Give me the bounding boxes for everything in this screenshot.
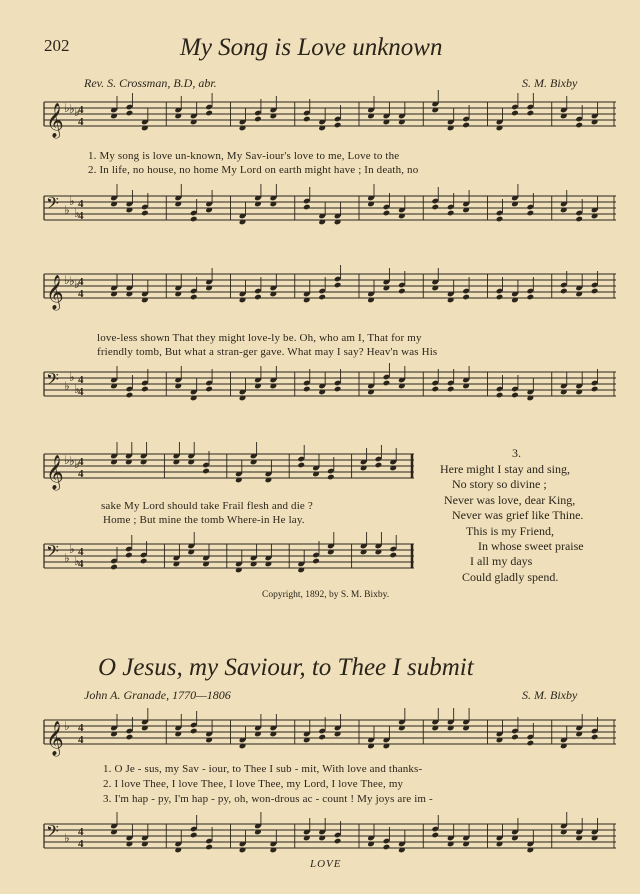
- time-signature-icon: 4: [78, 734, 84, 746]
- verse3-line: I all my days: [470, 554, 533, 569]
- verse3-line: Never was grief like Thine.: [452, 508, 584, 523]
- hymn2-author: John A. Granade, 1770—1806: [84, 688, 231, 702]
- time-signature-icon: 4: [78, 374, 84, 386]
- hymn2-lyric-verse2: 2. I love Thee, I love Thee, I love Thee, my Lord, I love Thee, my: [103, 778, 404, 790]
- flat-sign-icon: ♭: [69, 274, 75, 288]
- note-head: [398, 288, 406, 295]
- hymn1-system2-lyric-verse2: friendly tomb, But what a stran-ger gave. What may I say? Heav'n was His: [97, 346, 438, 358]
- hymn1-title: My Song is Love unknown: [180, 34, 443, 61]
- note-head: [511, 110, 519, 117]
- note-head: [140, 558, 148, 565]
- note-head: [591, 288, 599, 295]
- verse3-line: No story so divine ;: [452, 477, 547, 492]
- flat-sign-icon: ♭: [64, 379, 70, 393]
- note-head: [496, 392, 504, 399]
- hymn1-system2-lyric-verse1: love-less shown That they might love-ly be. Oh, who am I, That for my: [97, 332, 422, 344]
- hymn2-composer: S. M. Bixby: [522, 688, 578, 702]
- hymn1-system1-bass-staff: [42, 190, 616, 234]
- note-head: [254, 294, 262, 301]
- time-signature-icon: 4: [78, 288, 84, 300]
- flat-sign-icon: ♭: [74, 105, 80, 119]
- note-head: [202, 468, 210, 475]
- time-signature-icon: 4: [78, 722, 84, 734]
- flat-sign-icon: ♭: [69, 542, 75, 556]
- note-head: [318, 294, 326, 301]
- note-head: [375, 462, 383, 469]
- note-head: [190, 832, 198, 839]
- hymn1-system3-treble-staff: [42, 448, 414, 492]
- hymn1-composer: S. M. Bixby: [522, 76, 578, 90]
- hymn1-system3-lyric-verse1: sake My Lord should take Frail flesh and die ?: [101, 500, 313, 512]
- time-signature-icon: 4: [78, 558, 84, 570]
- time-signature-icon: 4: [78, 386, 84, 398]
- verse3-number: 3.: [512, 446, 521, 460]
- treble-clef-icon: 𝄞: [46, 456, 64, 489]
- note-head: [389, 552, 397, 559]
- verse3-line: Here might I stay and sing,: [440, 462, 570, 476]
- flat-sign-icon: ♭: [74, 206, 80, 220]
- note-head: [511, 392, 519, 399]
- verse3-text: [430, 462, 584, 585]
- time-signature-icon: 4: [78, 276, 84, 288]
- note-head: [126, 392, 134, 399]
- time-signature-icon: 4: [78, 838, 84, 850]
- note-head: [205, 110, 213, 117]
- hymn2-lyric-verse3: 3. I'm hap - py, I'm hap - py, oh, won-drous ac - count ! My joys are im -: [103, 793, 433, 805]
- flat-sign-icon: ♭: [64, 719, 70, 733]
- note-head: [312, 558, 320, 565]
- flat-sign-icon: ♭: [69, 102, 75, 116]
- note-head: [431, 204, 439, 211]
- hymn2-treble-staff: [42, 714, 616, 758]
- flat-sign-icon: ♭: [74, 277, 80, 291]
- note-head: [431, 832, 439, 839]
- note-head: [527, 740, 535, 747]
- note-head: [383, 380, 391, 387]
- note-head: [126, 734, 134, 741]
- note-head: [431, 386, 439, 393]
- note-head: [297, 462, 305, 469]
- note-head: [334, 386, 342, 393]
- time-signature-icon: 4: [78, 826, 84, 838]
- copyright-notice: Copyright, 1892, by S. M. Bixby.: [262, 590, 390, 600]
- note-head: [496, 216, 504, 223]
- note-head: [575, 122, 583, 129]
- note-head: [591, 386, 599, 393]
- verse3-line: Never was love, dear King,: [444, 492, 576, 507]
- note-head: [575, 216, 583, 223]
- hymn1-system2-bass-staff: [42, 366, 616, 410]
- flat-sign-icon: ♭: [69, 370, 75, 384]
- hymn1-author: Rev. S. Crossman, B.D, abr.: [84, 76, 217, 90]
- note-head: [141, 386, 149, 393]
- page-number: 202: [44, 36, 70, 55]
- note-head: [205, 386, 213, 393]
- flat-sign-icon: ♭: [64, 831, 70, 845]
- flat-sign-icon: ♭: [64, 101, 70, 115]
- note-head: [327, 474, 335, 481]
- treble-clef-icon: 𝄞: [46, 276, 64, 309]
- note-head: [591, 734, 599, 741]
- note-head: [496, 294, 504, 301]
- note-head: [334, 122, 342, 129]
- note-head: [560, 288, 568, 295]
- note-head: [527, 210, 535, 217]
- flat-sign-icon: ♭: [64, 551, 70, 565]
- note-head: [383, 210, 391, 217]
- note-head: [303, 116, 311, 123]
- hymn1-system1-lyric-verse2: 2. In life, no house, no home My Lord on earth might have ; In death, no: [88, 164, 419, 176]
- hymn2-title: O Jesus, my Saviour, to Thee I submit: [98, 654, 474, 681]
- note-head: [110, 564, 118, 571]
- flat-sign-icon: ♭: [64, 273, 70, 287]
- treble-clef-icon: 𝄞: [46, 104, 64, 137]
- bass-clef-icon: 𝄢: [46, 195, 59, 217]
- flat-sign-icon: ♭: [64, 453, 70, 467]
- time-signature-icon: 4: [78, 116, 84, 128]
- bass-clef-icon: 𝄢: [46, 543, 59, 565]
- treble-clef-icon: 𝄞: [46, 722, 64, 755]
- note-head: [462, 294, 470, 301]
- note-head: [462, 122, 470, 129]
- note-head: [190, 728, 198, 735]
- time-signature-icon: 4: [78, 104, 84, 116]
- hymn2-lyric-verse1: 1. O Je - sus, my Sav - iour, to Thee I sub - mit, With love and thanks-: [103, 763, 423, 775]
- note-head: [527, 294, 535, 301]
- time-signature-icon: 4: [78, 546, 84, 558]
- footer-catchword: LOVE: [310, 858, 342, 870]
- flat-sign-icon: ♭: [69, 194, 75, 208]
- note-head: [303, 386, 311, 393]
- note-head: [205, 844, 213, 851]
- time-signature-icon: 4: [78, 198, 84, 210]
- note-head: [334, 838, 342, 845]
- flat-sign-icon: ♭: [74, 382, 80, 396]
- hymn1-system3-lyric-verse2: Home ; But mine the tomb Where-in He lay.: [103, 514, 305, 526]
- note-head: [383, 844, 391, 851]
- flat-sign-icon: ♭: [74, 457, 80, 471]
- note-head: [126, 110, 134, 117]
- note-head: [334, 282, 342, 289]
- flat-sign-icon: ♭: [74, 554, 80, 568]
- hymn2-bass-staff: [42, 818, 616, 862]
- time-signature-icon: 4: [78, 210, 84, 222]
- note-head: [527, 110, 535, 117]
- bass-clef-icon: 𝄢: [46, 823, 59, 845]
- flat-sign-icon: ♭: [64, 203, 70, 217]
- note-head: [447, 210, 455, 217]
- flat-sign-icon: ♭: [69, 454, 75, 468]
- verse3-line: This is my Friend,: [466, 523, 555, 538]
- bass-clef-icon: 𝄢: [46, 371, 59, 393]
- note-head: [318, 734, 326, 741]
- verse3-line: In whose sweet praise: [478, 539, 584, 554]
- note-head: [141, 210, 149, 217]
- time-signature-icon: 4: [78, 456, 84, 468]
- hymn1-system1-treble-staff: [42, 96, 616, 140]
- note-head: [254, 116, 262, 123]
- hymn1-system2-treble-staff: [42, 268, 616, 312]
- note-head: [125, 552, 133, 559]
- note-head: [447, 386, 455, 393]
- note-head: [190, 294, 198, 301]
- note-head: [303, 204, 311, 211]
- note-head: [190, 216, 198, 223]
- hymn1-system3-bass-staff: [42, 538, 414, 582]
- time-signature-icon: 4: [78, 468, 84, 480]
- hymn1-system1-lyric-verse1: 1. My song is love un-known, My Sav-iour's love to me, Love to the: [88, 150, 400, 162]
- note-head: [511, 734, 519, 741]
- verse3-line: Could gladly spend.: [462, 569, 559, 584]
